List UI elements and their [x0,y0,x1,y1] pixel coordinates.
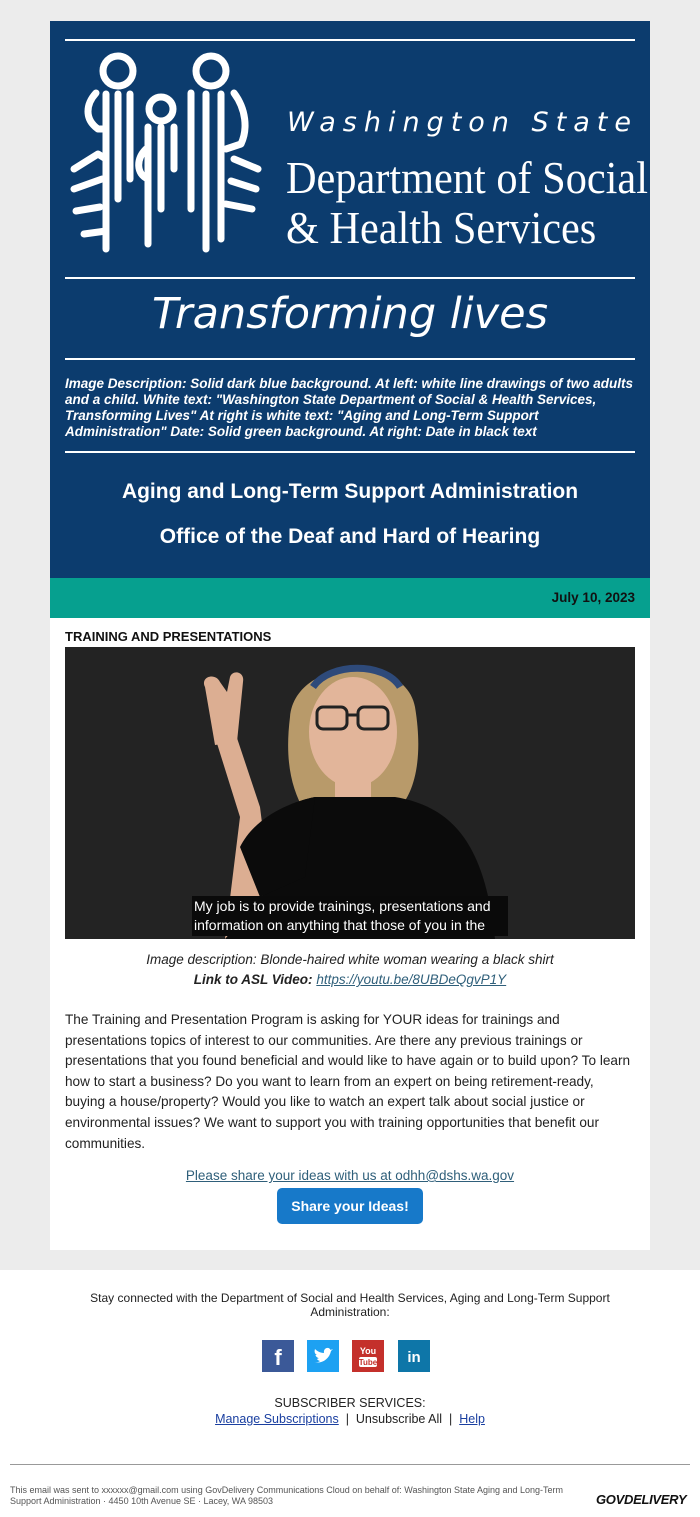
svg-text:Tube: Tube [358,1358,378,1367]
youtube-icon[interactable] [352,1340,384,1372]
help-link[interactable]: Help [459,1412,485,1426]
logo-text-washington-state: Washington State [287,107,638,138]
header-banner [50,21,650,578]
svg-text:f: f [274,1345,282,1370]
office-title: Office of the Deaf and Hard of Hearing [159,525,541,548]
video-thumbnail[interactable] [65,647,635,939]
asl-label: Link to ASL Video: [193,972,313,987]
divider [65,451,635,453]
legal-text: This email was sent to xxxxxx@gmail.com using GovDelivery Communications Cloud on behalf of: Washington State Aging and Long-Term Support Administration · 4450 10th Avenue SE · Lacey, WA 98503 [10,1485,564,1506]
svg-text:in: in [407,1349,421,1366]
manage-subscriptions-link[interactable]: Manage Subscriptions [215,1412,339,1426]
subscriber-services-title: SUBSCRIBER SERVICES: [274,1396,426,1410]
logo-text-department: Department of Social [286,152,648,203]
facebook-icon[interactable] [262,1340,294,1372]
unsubscribe-all-link[interactable]: Unsubscribe All [355,1412,443,1426]
logo-text-health-services: & Health Services [286,202,597,253]
twitter-icon[interactable] [307,1340,339,1372]
svg-text:You: You [359,1346,377,1356]
share-ideas-button[interactable]: Share your Ideas! [277,1188,423,1224]
tagline: Transforming lives [152,289,548,339]
footer [0,1270,700,1517]
separator: | [449,1412,453,1426]
separator: | [345,1412,349,1426]
section-title: TRAINING AND PRESENTATIONS [65,629,272,644]
divider [65,277,635,279]
video-subtitle: My job is to provide trainings, presentations and information on anything that those of you in the [192,896,508,936]
date-bar [50,578,650,618]
share-link-line [50,1168,650,1183]
main-content [50,618,650,1250]
newsletter-date: July 10, 2023 [551,590,635,605]
header-image-description: Image Description: Solid dark blue background. At left: white line drawings of two adults and a child. White text: "Washington State Department of Social & Health Services, Transforming Lives" At right is white text: "Aging and Long-Term Support Administration" Date: Solid green background. At right: Date in black text [65,376,634,439]
subscriber-links [0,1412,700,1426]
asl-video-link[interactable]: https://youtu.be/8UBDeQgvP1Y [316,972,507,987]
divider [65,358,635,360]
asl-video-line [50,972,650,987]
footer-divider [10,1464,690,1465]
body-paragraph: The Training and Presentation Program is asking for YOUR ideas for trainings and presentations topics of interest to our communities. Are there any previous trainings or presentations that you found beneficial and would like to have again or to build upon? To learn how to start a business? Do you want to learn from an expert on being retirement-ready, buying a house/property? Would you like to watch an expert talk about social justice or environmental issues? We want to support you with training opportunities that benefit our communities. [65,1012,631,1151]
share-email-link[interactable]: Please share your ideas with us at odhh@dshs.wa.gov [185,1168,515,1183]
dshs-logo-icon [66,49,266,254]
email-container [50,21,650,1250]
linkedin-icon[interactable] [398,1340,430,1372]
divider [65,39,635,41]
administration-title: Aging and Long-Term Support Administration [121,480,579,503]
stay-connected-text: Stay connected with the Department of Social and Health Services, Aging and Long-Term Support Administration: [90,1291,610,1319]
image-caption: Image description: Blonde-haired white woman wearing a black shirt [146,952,554,967]
govdelivery-logo[interactable]: GOVDELIVERY [596,1492,687,1507]
